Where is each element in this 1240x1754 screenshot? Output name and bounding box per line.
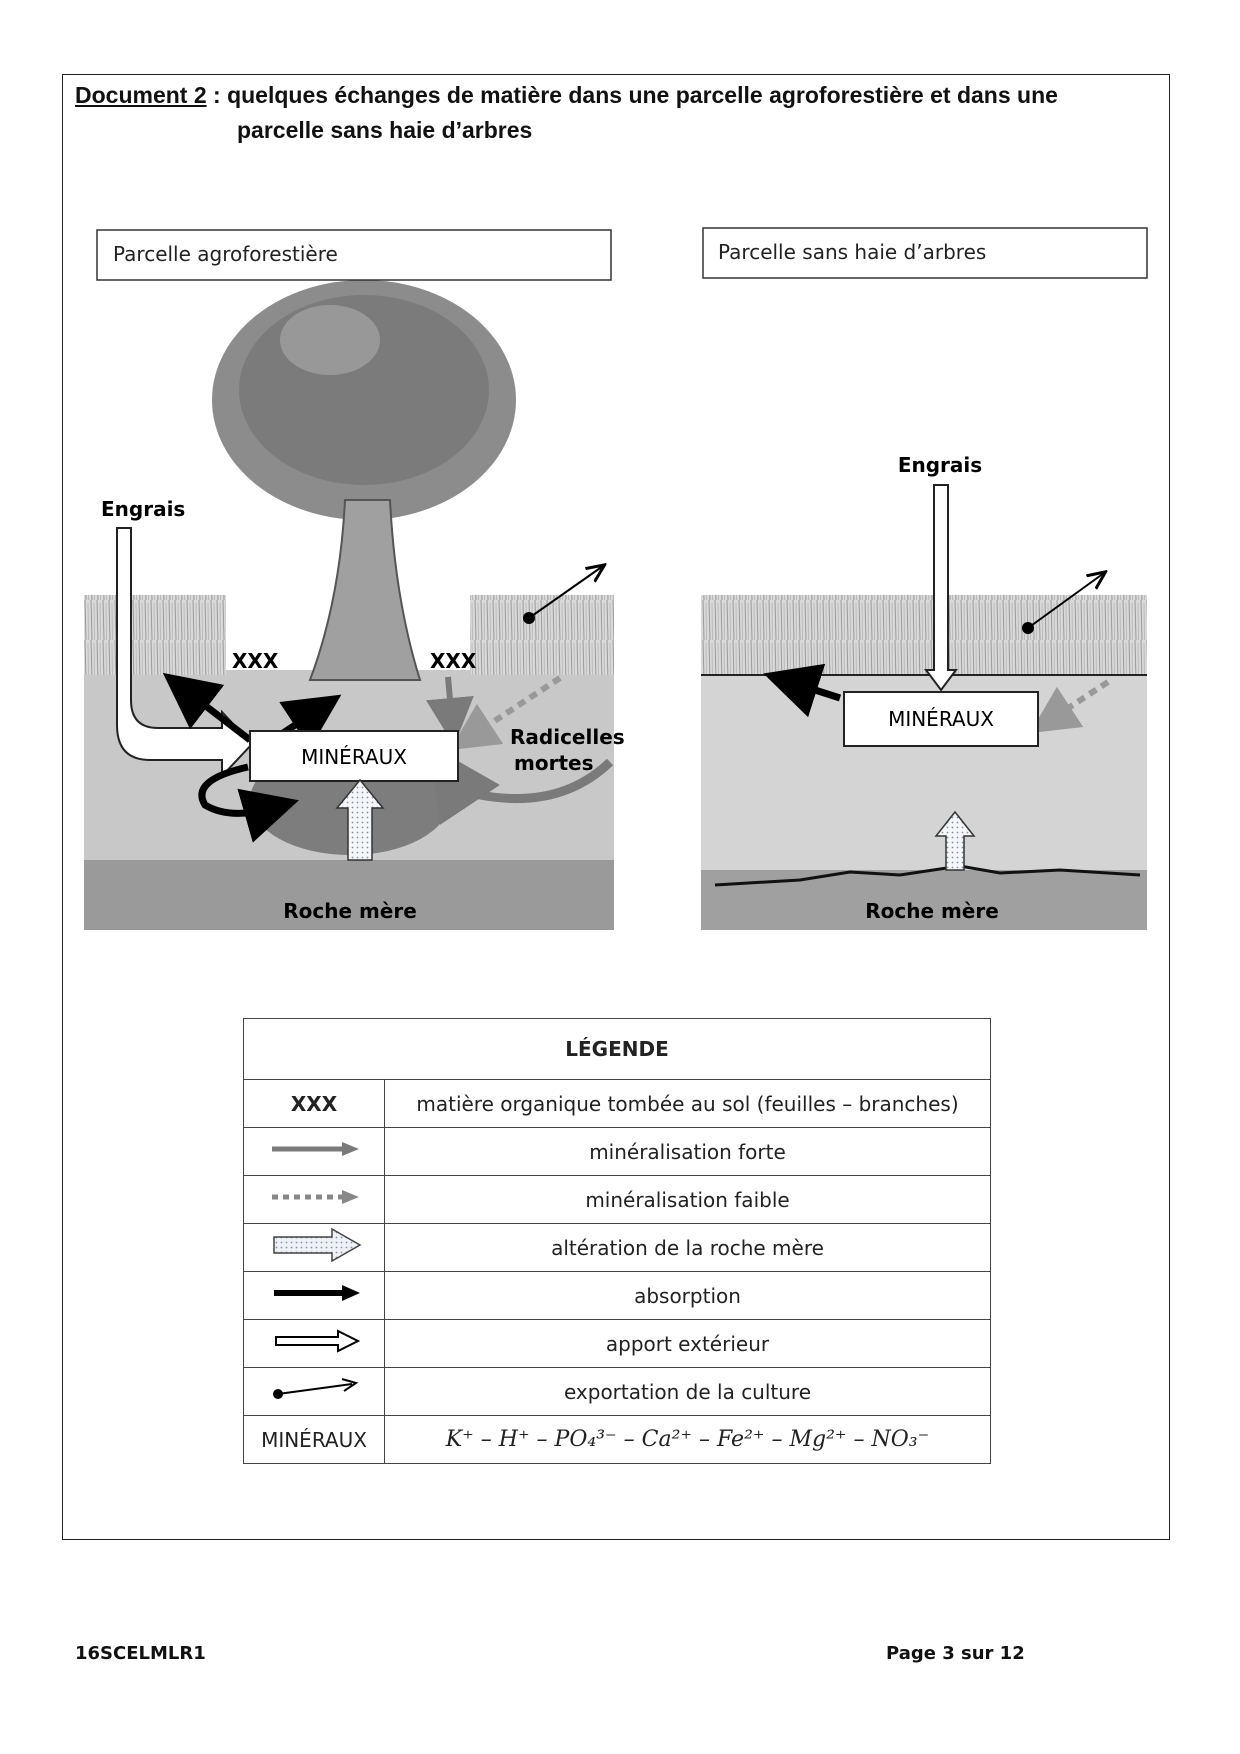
title-line1: : quelques échanges de matière dans une parcelle agroforestière et dans une: [206, 82, 1058, 108]
legend-row: [244, 1176, 991, 1224]
legend-row-text: exportation de la culture: [385, 1368, 991, 1416]
left-xxx-1: XXX: [232, 649, 279, 673]
left-panel: [84, 228, 625, 930]
dotted-gray-arrow-icon: [264, 1187, 364, 1207]
legend-row: [244, 1080, 991, 1128]
document-label: Document 2: [75, 82, 207, 108]
footer-code: 16SCELMLR1: [75, 1643, 206, 1664]
solid-gray-arrow-icon: [264, 1139, 364, 1159]
left-radicelles-2: mortes: [514, 751, 594, 775]
right-roche-label: Roche mère: [865, 899, 999, 923]
left-roche-label: Roche mère: [283, 899, 417, 923]
legend-row-text: minéralisation faible: [385, 1176, 991, 1224]
legend-row: [244, 1272, 991, 1320]
bold-black-arrow-icon: [264, 1281, 364, 1305]
legend-row-text: absorption: [385, 1272, 991, 1320]
right-engrais-label: Engrais: [897, 453, 983, 477]
legend-table: [243, 1018, 991, 1464]
legend-row: [244, 1224, 991, 1272]
legend-row: [244, 1416, 991, 1464]
left-crop-strip-left: [84, 595, 226, 675]
legend-row-text: matière organique tombée au sol (feuilles – branches): [385, 1080, 991, 1128]
left-mineralisation-forte: [448, 677, 452, 722]
legend-row-text: altération de la roche mère: [385, 1224, 991, 1272]
legend-mineraux-formula: K⁺ – H⁺ – PO₄³⁻ – Ca²⁺ – Fe²⁺ – Mg²⁺ – NO₃⁻: [385, 1416, 991, 1464]
title-line2: parcelle sans haie d’arbres: [237, 117, 533, 143]
legend-heading: LÉGENDE: [244, 1019, 991, 1080]
legend-row-text: minéralisation forte: [385, 1128, 991, 1176]
legend-row: [244, 1128, 991, 1176]
legend-row-text: apport extérieur: [385, 1320, 991, 1368]
legend-xxx-symbol: XXX: [244, 1080, 385, 1128]
right-crop-strip: [701, 595, 1147, 675]
left-mineraux-label: MINÉRAUX: [301, 745, 407, 769]
left-xxx-2: XXX: [430, 649, 477, 673]
left-engrais-label: Engrais: [101, 497, 186, 521]
left-crop-strip-right: [470, 595, 614, 675]
right-mineraux-label: MINÉRAUX: [888, 707, 994, 731]
dotted-block-arrow-icon: [264, 1225, 364, 1265]
left-caption: Parcelle agroforestière: [113, 242, 338, 266]
left-radicelles-1: Radicelles: [510, 725, 625, 749]
right-panel: [701, 228, 1147, 930]
legend-row: [244, 1320, 991, 1368]
legend-mineraux-label: MINÉRAUX: [244, 1416, 385, 1464]
hollow-arrow-icon: [264, 1326, 364, 1356]
footer-page: Page 3 sur 12: [886, 1643, 1025, 1664]
legend-row: [244, 1368, 991, 1416]
dot-line-arrow-icon: [264, 1374, 364, 1404]
right-caption: Parcelle sans haie d’arbres: [718, 240, 987, 264]
